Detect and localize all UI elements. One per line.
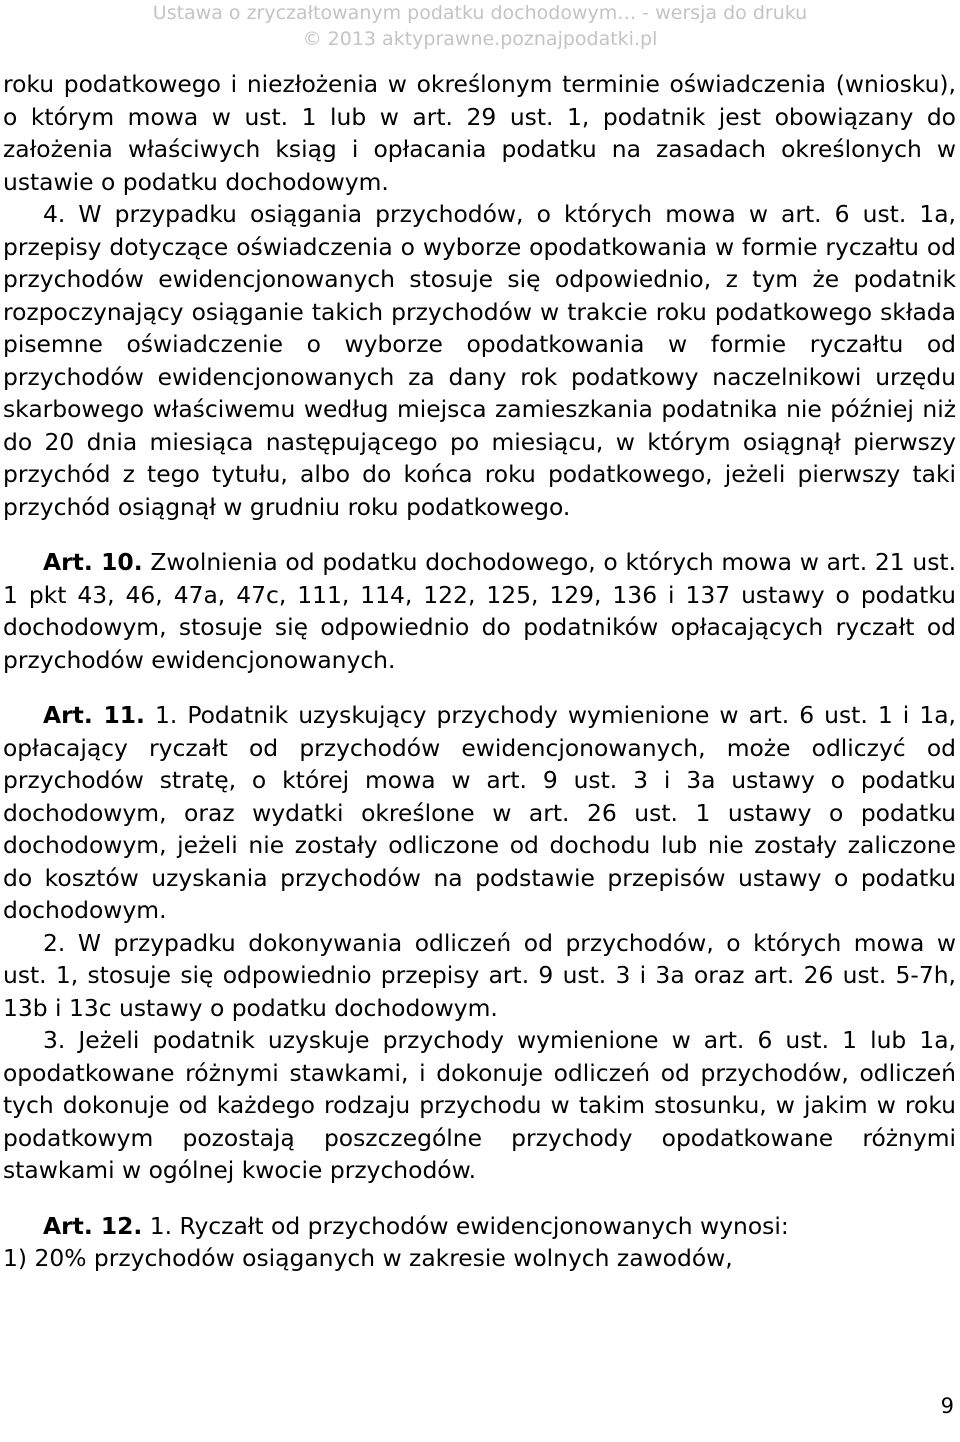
article-11-text-1: 1. Podatnik uzyskujący przychody wymienione w art. 6 ust. 1 i 1a, opłacający ryczałt od przychodów ewidencjonowanych, może odliczyć od przychodów stratę, o której mowa w art. 9 ust. 3 i 3a ustawy o podatku dochodowym, oraz wydatki określone w art. 26 ust. 1 ustawy o podatku dochodowym, jeżeli nie zostały odliczone od dochodu lub nie zostały zaliczone do kosztów uzyskania przychodów na podstawie przepisów ustawy o podatku dochodowym. <box>3 701 956 924</box>
article-10-label: Art. 10. <box>43 548 143 576</box>
article-11-label: Art. 11. <box>43 701 145 729</box>
article-10-text: Zwolnienia od podatku dochodowego, o których mowa w art. 21 ust. 1 pkt 43, 46, 47a, 47c, 111, 114, 122, 125, 129, 136 i 137 ustawy o podatku dochodowym, stosuje się odpowiednio do podatników opłacających ryczałt od przychodów ewidencjonowanych. <box>3 548 956 674</box>
article-12-label: Art. 12. <box>43 1211 143 1240</box>
header-copyright: © 2013 aktyprawne.poznajpodatki.pl <box>302 28 658 50</box>
page-header <box>0 0 960 52</box>
article-10 <box>3 546 956 676</box>
article-11-paragraph-3: 3. Jeżeli podatnik uzyskuje przychody wymienione w art. 6 ust. 1 lub 1a, opodatkowane różnymi stawkami, i dokonuje odliczeń od przychodów, odliczeń tych dokonuje od każdego rodzaju przychodu w takim stosunku, w jakim w roku podatkowym pozostają poszczególne przychody opodatkowane różnymi stawkami w ogólnej kwocie przychodów. <box>3 1026 956 1184</box>
article-11-paragraph-2: 2. W przypadku dokonywania odliczeń od przychodów, o których mowa w ust. 1, stosuje się odpowiednio przepisy art. 9 ust. 3 i 3a oraz art. 26 ust. 5-7h, 13b i 13c ustawy o podatku dochodowym. <box>3 928 956 1022</box>
document-body <box>3 68 956 1275</box>
article-12-text-1: 1. Ryczałt od przychodów ewidencjonowanych wynosi: <box>142 1211 789 1240</box>
header-title: Ustawa o zryczałtowanym podatku dochodowym… - wersja do druku <box>152 2 808 24</box>
paragraph-4: 4. W przypadku osiągania przychodów, o których mowa w art. 6 ust. 1a, przepisy dotyczące oświadczenia o wyborze opodatkowania w formie ryczałtu od przychodów ewidencjonowanych stosuje się odpowiednio, z tym że podatnik rozpoczynający osiąganie takich przychodów w trakcie roku podatkowego składa pisemne oświadczenie o wyborze opodatkowania w formie ryczałtu od przychodów ewidencjonowanych za dany rok podatkowy naczelnikowi urzędu skarbowego właściwemu według miejsca zamieszkania podatnika nie później niż do 20 dnia miesiąca następującego po miesiącu, w którym osiągnął pierwszy przychód z tego tytułu, albo do końca roku podatkowego, jeżeli pierwszy taki przychód osiągnął w grudniu roku podatkowego. <box>3 200 956 521</box>
article-11-paragraph-1 <box>3 699 956 927</box>
article-12-paragraph-1 <box>3 1210 956 1243</box>
page-number: 9 <box>940 1394 954 1418</box>
article-12-item-1: 1) 20% przychodów osiąganych w zakresie wolnych zawodów, <box>3 1244 733 1272</box>
paragraph-continuation: roku podatkowego i niezłożenia w określonym terminie oświadczenia (wniosku), o którym mowa w ust. 1 lub w art. 29 ust. 1, podatnik jest obowiązany do założenia właściwych ksiąg i opłacania podatku na zasadach określonych w ustawie o podatku dochodowym. <box>3 70 956 196</box>
